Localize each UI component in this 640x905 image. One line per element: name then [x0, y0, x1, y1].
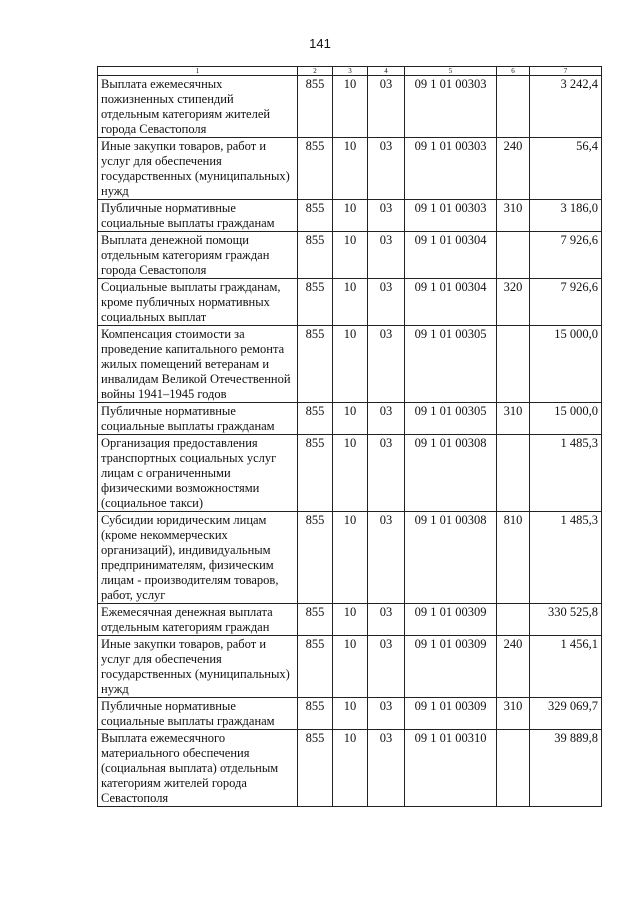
target-article-cell: 09 1 01 00308: [405, 435, 497, 512]
ministry-code-cell: 855: [298, 730, 333, 807]
expense-name-cell: Субсидии юридическим лицам (кроме некоммерческих организаций), индивидуальным предпринимателям, физическим лицам - производителям товаров, работ, услуг: [98, 512, 298, 604]
section-code-cell: 10: [333, 730, 368, 807]
target-article-cell: 09 1 01 00303: [405, 200, 497, 232]
target-article-cell: 09 1 01 00303: [405, 76, 497, 138]
expense-type-cell: 810: [497, 512, 530, 604]
amount-cell: 3 186,0: [530, 200, 602, 232]
expense-name-cell: Выплата ежемесячных пожизненных стипендий отдельным категориям жителей города Севастополя: [98, 76, 298, 138]
section-code-cell: 10: [333, 76, 368, 138]
section-code-cell: 10: [333, 232, 368, 279]
expense-name-cell: Публичные нормативные социальные выплаты гражданам: [98, 200, 298, 232]
section-code-cell: 10: [333, 512, 368, 604]
expense-name-cell: Публичные нормативные социальные выплаты гражданам: [98, 403, 298, 435]
table-row: [98, 279, 602, 326]
ministry-code-cell: 855: [298, 232, 333, 279]
subsection-code-cell: 03: [368, 200, 405, 232]
target-article-cell: 09 1 01 00310: [405, 730, 497, 807]
expense-type-cell: 310: [497, 698, 530, 730]
column-number: 2: [298, 67, 333, 76]
expense-name-cell: Выплата ежемесячного материального обеспечения (социальная выплата) отдельным категориям жителей города Севастополя: [98, 730, 298, 807]
expense-name-cell: Иные закупки товаров, работ и услуг для обеспечения государственных (муниципальных) нужд: [98, 636, 298, 698]
page-number: 141: [309, 36, 331, 51]
amount-cell: 7 926,6: [530, 279, 602, 326]
subsection-code-cell: 03: [368, 604, 405, 636]
target-article-cell: 09 1 01 00304: [405, 279, 497, 326]
table-row: [98, 698, 602, 730]
target-article-cell: 09 1 01 00305: [405, 403, 497, 435]
target-article-cell: 09 1 01 00309: [405, 636, 497, 698]
subsection-code-cell: 03: [368, 512, 405, 604]
ministry-code-cell: 855: [298, 512, 333, 604]
expense-type-cell: 310: [497, 403, 530, 435]
column-number: 5: [405, 67, 497, 76]
budget-table: [97, 66, 602, 807]
expense-type-cell: [497, 604, 530, 636]
column-number: 1: [98, 67, 298, 76]
subsection-code-cell: 03: [368, 279, 405, 326]
expense-type-cell: [497, 730, 530, 807]
table-row: [98, 138, 602, 200]
subsection-code-cell: 03: [368, 232, 405, 279]
table-row: [98, 200, 602, 232]
table-row: [98, 512, 602, 604]
ministry-code-cell: 855: [298, 279, 333, 326]
ministry-code-cell: 855: [298, 200, 333, 232]
section-code-cell: 10: [333, 698, 368, 730]
subsection-code-cell: 03: [368, 326, 405, 403]
table-row: [98, 76, 602, 138]
table-row: [98, 636, 602, 698]
ministry-code-cell: 855: [298, 636, 333, 698]
target-article-cell: 09 1 01 00303: [405, 138, 497, 200]
amount-cell: 1 485,3: [530, 512, 602, 604]
column-number-row: [98, 67, 602, 76]
amount-cell: 39 889,8: [530, 730, 602, 807]
target-article-cell: 09 1 01 00305: [405, 326, 497, 403]
subsection-code-cell: 03: [368, 76, 405, 138]
target-article-cell: 09 1 01 00304: [405, 232, 497, 279]
target-article-cell: 09 1 01 00308: [405, 512, 497, 604]
amount-cell: 7 926,6: [530, 232, 602, 279]
subsection-code-cell: 03: [368, 698, 405, 730]
expense-name-cell: Ежемесячная денежная выплата отдельным категориям граждан: [98, 604, 298, 636]
expense-type-cell: 240: [497, 138, 530, 200]
ministry-code-cell: 855: [298, 698, 333, 730]
subsection-code-cell: 03: [368, 435, 405, 512]
subsection-code-cell: 03: [368, 138, 405, 200]
table-row: [98, 403, 602, 435]
subsection-code-cell: 03: [368, 636, 405, 698]
amount-cell: 3 242,4: [530, 76, 602, 138]
subsection-code-cell: 03: [368, 730, 405, 807]
amount-cell: 329 069,7: [530, 698, 602, 730]
ministry-code-cell: 855: [298, 604, 333, 636]
ministry-code-cell: 855: [298, 403, 333, 435]
expense-type-cell: [497, 76, 530, 138]
ministry-code-cell: 855: [298, 435, 333, 512]
section-code-cell: 10: [333, 326, 368, 403]
section-code-cell: 10: [333, 138, 368, 200]
amount-cell: 15 000,0: [530, 403, 602, 435]
ministry-code-cell: 855: [298, 326, 333, 403]
expense-type-cell: 320: [497, 279, 530, 326]
table-row: [98, 232, 602, 279]
expense-name-cell: Организация предоставления транспортных социальных услуг лицам с ограниченными физическими возможностями (социальное такси): [98, 435, 298, 512]
subsection-code-cell: 03: [368, 403, 405, 435]
table-row: [98, 604, 602, 636]
amount-cell: 330 525,8: [530, 604, 602, 636]
amount-cell: 56,4: [530, 138, 602, 200]
expense-type-cell: [497, 435, 530, 512]
ministry-code-cell: 855: [298, 76, 333, 138]
table-row: [98, 435, 602, 512]
column-number: 6: [497, 67, 530, 76]
expense-name-cell: Выплата денежной помощи отдельным категориям граждан города Севастополя: [98, 232, 298, 279]
expense-type-cell: [497, 326, 530, 403]
expense-name-cell: Социальные выплаты гражданам, кроме публичных нормативных социальных выплат: [98, 279, 298, 326]
column-number: 4: [368, 67, 405, 76]
table-row: [98, 730, 602, 807]
expense-name-cell: Публичные нормативные социальные выплаты гражданам: [98, 698, 298, 730]
target-article-cell: 09 1 01 00309: [405, 604, 497, 636]
amount-cell: 1 456,1: [530, 636, 602, 698]
column-number: 3: [333, 67, 368, 76]
section-code-cell: 10: [333, 604, 368, 636]
expense-type-cell: 310: [497, 200, 530, 232]
expense-name-cell: Компенсация стоимости за проведение капитального ремонта жилых помещений ветеранам и инвалидам Великой Отечественной войны 1941–1945 годов: [98, 326, 298, 403]
section-code-cell: 10: [333, 279, 368, 326]
section-code-cell: 10: [333, 435, 368, 512]
amount-cell: 1 485,3: [530, 435, 602, 512]
column-number: 7: [530, 67, 602, 76]
table-row: [98, 326, 602, 403]
expense-type-cell: [497, 232, 530, 279]
section-code-cell: 10: [333, 200, 368, 232]
section-code-cell: 10: [333, 403, 368, 435]
expense-name-cell: Иные закупки товаров, работ и услуг для обеспечения государственных (муниципальных) нужд: [98, 138, 298, 200]
amount-cell: 15 000,0: [530, 326, 602, 403]
expense-type-cell: 240: [497, 636, 530, 698]
ministry-code-cell: 855: [298, 138, 333, 200]
section-code-cell: 10: [333, 636, 368, 698]
target-article-cell: 09 1 01 00309: [405, 698, 497, 730]
